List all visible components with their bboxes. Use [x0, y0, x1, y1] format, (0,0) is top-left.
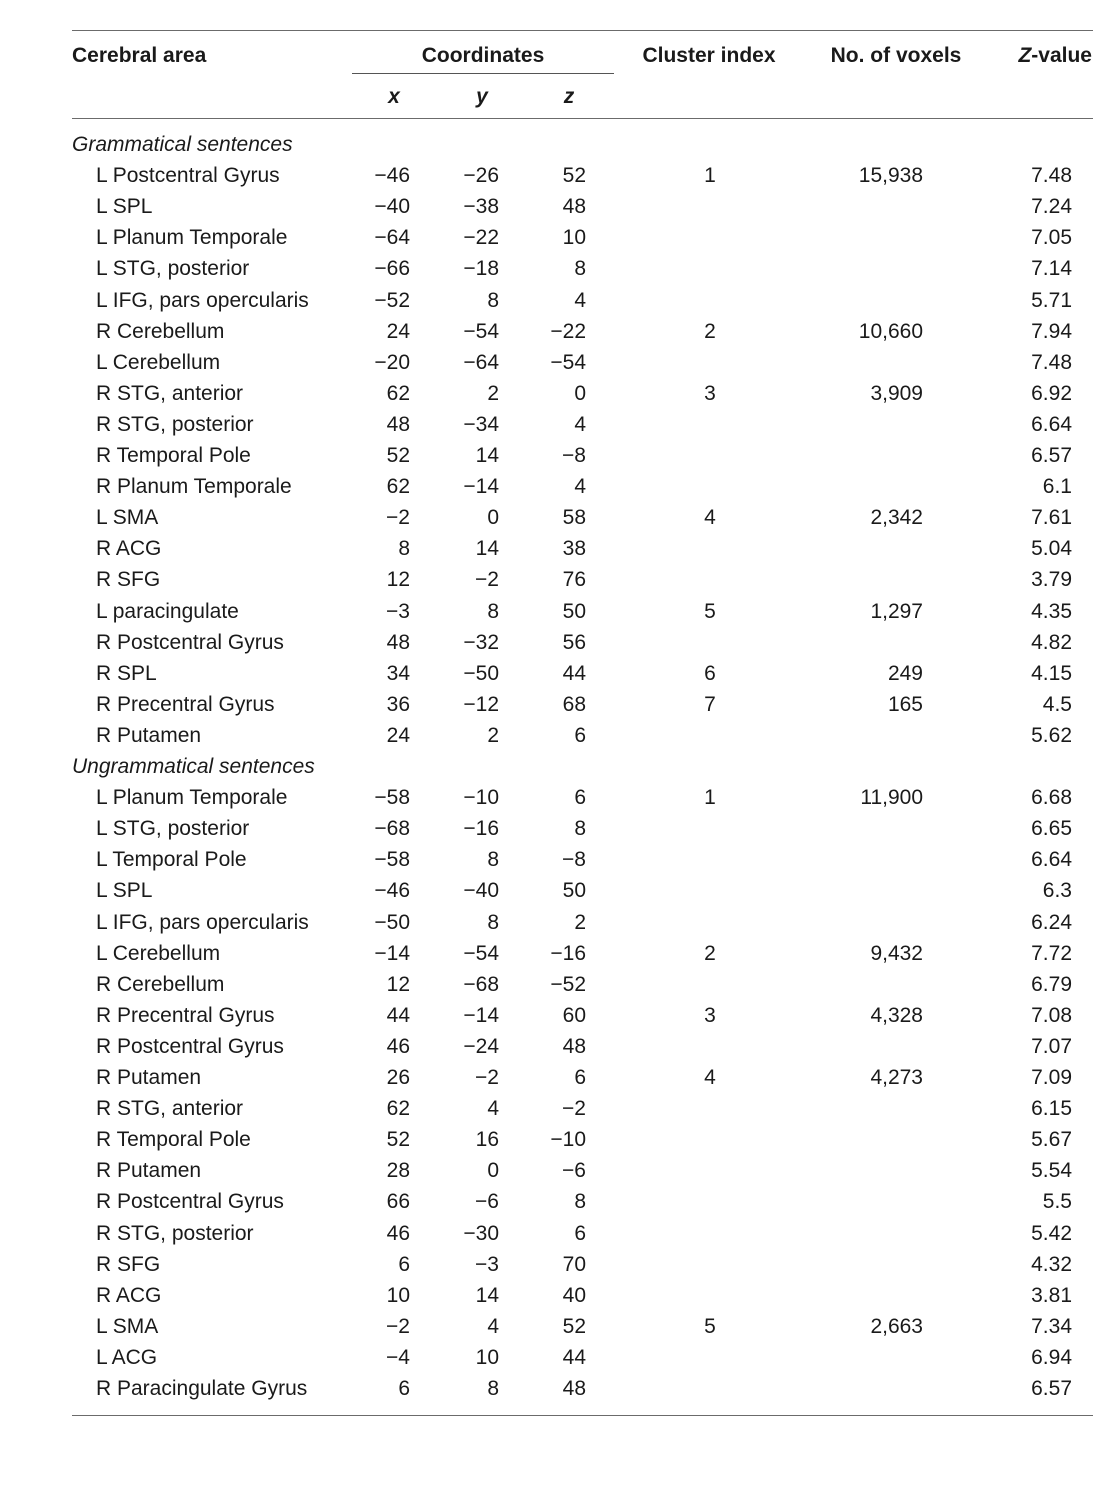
cell-area: L Cerebellum [96, 350, 221, 374]
table-row [0, 1031, 1100, 1062]
cell-area: L STG, posterior [96, 257, 250, 281]
cell-y: 14 [475, 1283, 499, 1307]
cell-x: −2 [386, 506, 410, 530]
cell-area: R STG, anterior [96, 1097, 244, 1121]
cell-x: 48 [386, 412, 410, 436]
cell-y: 8 [487, 848, 499, 872]
cell-voxels: 9,432 [870, 941, 923, 965]
cell-x: −3 [386, 599, 410, 623]
table-row [0, 347, 1100, 378]
cell-x: −20 [374, 350, 410, 374]
cell-area: R Precentral Gyrus [96, 692, 275, 716]
table-row [0, 689, 1100, 720]
cell-y: 8 [487, 910, 499, 934]
cell-area: L Cerebellum [96, 941, 221, 965]
cell-z: 2 [574, 910, 586, 934]
table-row [0, 191, 1100, 222]
cell-x: −14 [374, 941, 410, 965]
cell-area: R SFG [96, 1252, 161, 1276]
section-title-row [0, 751, 1100, 782]
cell-x: −58 [374, 786, 410, 810]
cell-y: −12 [463, 692, 499, 716]
table-row [0, 596, 1100, 627]
cell-cluster-index: 5 [704, 1314, 716, 1338]
table-row [0, 1000, 1100, 1031]
cell-area: L Planum Temporale [96, 786, 288, 810]
cell-area: L SMA [96, 1314, 159, 1338]
cell-z: 8 [574, 817, 586, 841]
cell-voxels: 2,342 [870, 506, 923, 530]
cell-y: 10 [475, 1345, 499, 1369]
cell-z: 44 [562, 661, 586, 685]
cell-area: R Putamen [96, 1066, 202, 1089]
cell-y: 4 [487, 1097, 499, 1121]
cell-y: 8 [487, 1377, 499, 1400]
cell-area: R Cerebellum [96, 319, 225, 343]
cell-voxels: 10,660 [858, 319, 923, 343]
cell-y: −14 [463, 1003, 499, 1027]
cell-area: R Postcentral Gyrus [96, 1034, 284, 1058]
cell-area: L Planum Temporale [96, 226, 288, 250]
cell-x: −66 [374, 257, 410, 281]
cell-y: −38 [463, 195, 499, 219]
cell-z-value: 5.62 [1031, 723, 1072, 747]
cell-z: −52 [550, 972, 586, 996]
cell-z-value: 6.15 [1031, 1097, 1072, 1121]
table-row [0, 378, 1100, 409]
table-row [0, 440, 1100, 471]
cell-area: R Postcentral Gyrus [96, 630, 284, 654]
cell-voxels: 11,900 [860, 786, 923, 810]
table-row [0, 658, 1100, 689]
cell-area: L SPL [96, 879, 153, 903]
table-row [0, 160, 1100, 191]
cell-z-value: 6.64 [1031, 848, 1072, 872]
cell-z-value: 7.72 [1031, 941, 1072, 965]
table-row [0, 875, 1100, 906]
cell-x: 46 [386, 1221, 410, 1245]
cell-y: 0 [487, 506, 499, 530]
table-row [0, 533, 1100, 564]
cell-z: 4 [574, 412, 586, 436]
cell-area: L IFG, pars opercularis [96, 288, 309, 312]
cell-area: L SMA [96, 506, 159, 530]
cell-z-value: 7.94 [1031, 319, 1072, 343]
cell-y: −40 [463, 879, 499, 903]
cell-area: L SPL [96, 195, 153, 219]
cell-cluster-index: 2 [704, 941, 716, 965]
cell-z-value: 5.54 [1031, 1159, 1072, 1183]
header-cluster-index: Cluster index [642, 44, 776, 67]
table-row [0, 627, 1100, 658]
cell-z: 52 [562, 164, 586, 188]
cell-z-value: 6.24 [1031, 910, 1072, 934]
cell-z: 4 [574, 288, 586, 312]
cell-area: R Precentral Gyrus [96, 1003, 275, 1027]
cell-cluster-index: 6 [704, 661, 716, 685]
cell-x: −50 [374, 910, 410, 934]
cell-z: 56 [562, 630, 586, 654]
cell-x: 52 [386, 444, 410, 467]
header-z-suffix: -value [1031, 44, 1092, 67]
table-row [0, 1311, 1100, 1342]
cell-x: 48 [386, 630, 410, 654]
cell-x: 24 [386, 319, 410, 343]
cell-x: 26 [386, 1066, 410, 1089]
cell-z-value: 7.48 [1031, 350, 1072, 374]
cell-area: R Postcentral Gyrus [96, 1190, 284, 1214]
cell-x: 62 [386, 381, 410, 405]
cell-voxels: 3,909 [870, 381, 923, 405]
cell-z-value: 6.1 [1042, 475, 1072, 499]
table-row [0, 1218, 1100, 1249]
cell-y: 8 [487, 288, 499, 312]
table-row [0, 409, 1100, 440]
header-cerebral-area: Cerebral area [72, 44, 207, 67]
cell-x: −46 [374, 879, 410, 903]
cell-y: −68 [463, 972, 499, 996]
header-coordinates: Coordinates [421, 44, 545, 67]
header-y: y [476, 85, 488, 108]
cell-z-value: 7.14 [1031, 257, 1072, 281]
cell-voxels: 1,297 [870, 599, 923, 623]
cell-z-value: 7.48 [1031, 164, 1072, 188]
cell-voxels: 2,663 [870, 1314, 923, 1338]
cell-area: L ACG [96, 1345, 158, 1369]
cell-z: 50 [562, 599, 586, 623]
cell-voxels: 4,273 [870, 1066, 923, 1089]
cell-area: L STG, posterior [96, 817, 250, 841]
cell-z-value: 5.5 [1042, 1190, 1072, 1214]
cell-cluster-index: 3 [704, 1003, 716, 1027]
table-row [0, 564, 1100, 595]
cell-area: L IFG, pars opercularis [96, 910, 309, 934]
cell-x: 24 [386, 723, 410, 747]
cell-z-value: 5.04 [1031, 537, 1072, 561]
cell-x: 34 [386, 661, 410, 685]
table-row [0, 502, 1100, 533]
cell-z: 4 [574, 475, 586, 499]
cell-z: 48 [562, 1377, 586, 1400]
cell-y: 8 [487, 599, 499, 623]
cell-y: −26 [463, 164, 499, 188]
table-row [0, 1280, 1100, 1311]
cell-x: 28 [386, 1159, 410, 1183]
table-row [0, 1342, 1100, 1373]
cell-y: −34 [463, 412, 499, 436]
cell-z-value: 5.67 [1031, 1128, 1072, 1152]
cell-z: −16 [550, 941, 586, 965]
cell-z-value: 6.92 [1031, 381, 1072, 405]
cell-y: 14 [475, 444, 499, 467]
cell-y: 2 [487, 723, 499, 747]
cell-cluster-index: 2 [704, 319, 716, 343]
cell-x: 12 [386, 972, 410, 996]
cell-z: −10 [550, 1128, 586, 1152]
cell-z: −8 [562, 444, 586, 467]
table-row [0, 1373, 1100, 1404]
cell-z: 50 [562, 879, 586, 903]
table-row [0, 1062, 1100, 1093]
cell-y: −16 [463, 817, 499, 841]
cell-z: −2 [562, 1097, 586, 1121]
cell-z-value: 7.07 [1031, 1034, 1072, 1058]
cell-x: −68 [374, 817, 410, 841]
header-x: x [388, 85, 400, 108]
cell-z-value: 3.81 [1031, 1283, 1072, 1307]
cell-cluster-index: 1 [704, 164, 716, 188]
cell-z-value: 4.15 [1031, 661, 1072, 685]
cell-x: 12 [386, 568, 410, 592]
table-row [0, 285, 1100, 316]
cell-area: L paracingulate [96, 599, 239, 623]
cell-area: R SFG [96, 568, 161, 592]
cell-z: 48 [562, 1034, 586, 1058]
cell-y: −10 [463, 786, 499, 810]
cell-y: −54 [463, 941, 499, 965]
cell-z-value: 7.24 [1031, 195, 1072, 219]
cell-x: −46 [374, 164, 410, 188]
table-row [0, 720, 1100, 751]
cell-area: R SPL [96, 661, 157, 685]
cell-z: 58 [562, 506, 586, 530]
cell-z-value: 7.34 [1031, 1314, 1072, 1338]
cell-voxels: 165 [887, 692, 923, 716]
cell-y: 14 [475, 537, 499, 561]
cell-cluster-index: 7 [704, 692, 716, 716]
cell-z-value: 7.61 [1031, 506, 1072, 530]
cell-y: −18 [463, 257, 499, 281]
cell-z-value: 6.65 [1031, 817, 1072, 841]
cell-z-value: 5.42 [1031, 1221, 1072, 1245]
cell-z-value: 4.5 [1042, 692, 1072, 716]
cell-x: 52 [386, 1128, 410, 1152]
section-title: Ungrammatical sentences [72, 755, 315, 778]
cell-z-value: 6.64 [1031, 412, 1072, 436]
table-row [0, 782, 1100, 813]
cell-x: 62 [386, 475, 410, 499]
cell-z: 6 [574, 786, 586, 810]
cell-y: −14 [463, 475, 499, 499]
cell-cluster-index: 1 [704, 786, 716, 810]
cell-z: 6 [574, 1066, 586, 1089]
cell-voxels: 4,328 [870, 1003, 923, 1027]
cell-cluster-index: 4 [704, 1066, 716, 1089]
cell-z: 44 [562, 1345, 586, 1369]
cell-z: −54 [550, 350, 586, 374]
cell-area: R Temporal Pole [96, 444, 251, 467]
cell-z-value: 6.94 [1031, 1345, 1072, 1369]
cell-area: R STG, posterior [96, 1221, 254, 1245]
cell-z: 6 [574, 723, 586, 747]
cell-x: −64 [374, 226, 410, 250]
table-row [0, 253, 1100, 284]
cell-x: 6 [398, 1377, 410, 1400]
cell-z: 70 [562, 1252, 586, 1276]
cell-z-value: 7.05 [1031, 226, 1072, 250]
table-row [0, 844, 1100, 875]
cell-z: 60 [562, 1003, 586, 1027]
table-row [0, 471, 1100, 502]
cell-y: −30 [463, 1221, 499, 1245]
cell-y: −32 [463, 630, 499, 654]
cell-z-value: 6.57 [1031, 444, 1072, 467]
cell-x: 6 [398, 1252, 410, 1276]
cell-area: R STG, anterior [96, 381, 244, 405]
cell-z-value: 4.35 [1031, 599, 1072, 623]
cell-y: 2 [487, 381, 499, 405]
cell-y: −64 [463, 350, 499, 374]
header-z: z [563, 85, 575, 108]
cell-area: R Planum Temporale [96, 475, 292, 499]
cell-area: R Cerebellum [96, 972, 225, 996]
table-row [0, 1249, 1100, 1280]
cell-z: 40 [562, 1283, 586, 1307]
table-row [0, 969, 1100, 1000]
cell-area: R Temporal Pole [96, 1128, 251, 1152]
cell-area: L Temporal Pole [96, 848, 247, 872]
table-row [0, 1155, 1100, 1186]
cell-z: 48 [562, 195, 586, 219]
cell-voxels: 249 [887, 661, 923, 685]
cell-area: R STG, posterior [96, 412, 254, 436]
cell-x: 10 [386, 1283, 410, 1307]
table-row [0, 1124, 1100, 1155]
cell-y: 0 [487, 1159, 499, 1183]
cell-z-value: 5.71 [1031, 288, 1072, 312]
cell-y: −6 [475, 1190, 499, 1214]
cell-x: 62 [386, 1097, 410, 1121]
cell-y: −50 [463, 661, 499, 685]
table-row [0, 907, 1100, 938]
cell-z: 6 [574, 1221, 586, 1245]
cell-x: 44 [386, 1003, 410, 1027]
cell-area: R ACG [96, 537, 162, 561]
cell-z-value: 3.79 [1031, 568, 1072, 592]
table-row [0, 316, 1100, 347]
cell-z: 52 [562, 1314, 586, 1338]
cell-x: 36 [386, 692, 410, 716]
cell-x: 46 [386, 1034, 410, 1058]
cell-z-value: 4.32 [1031, 1252, 1072, 1276]
section-title: Grammatical sentences [72, 133, 293, 156]
header-z-letter: Z [1018, 44, 1032, 67]
cell-z: 8 [574, 257, 586, 281]
cell-z: 0 [574, 381, 586, 405]
cell-y: −2 [475, 1066, 499, 1089]
cell-voxels: 15,938 [858, 164, 923, 188]
cell-x: −40 [374, 195, 410, 219]
cell-z-value: 6.68 [1031, 786, 1072, 810]
cell-z-value: 6.3 [1042, 879, 1072, 903]
table-row [0, 1186, 1100, 1217]
cell-z: 76 [562, 568, 586, 592]
cell-x: −4 [386, 1345, 410, 1369]
cell-x: −58 [374, 848, 410, 872]
cell-z: 10 [562, 226, 586, 250]
header-no-of-voxels: No. of voxels [830, 44, 962, 67]
cell-y: 16 [475, 1128, 499, 1152]
cell-area: R Putamen [96, 1159, 202, 1183]
cell-x: 66 [386, 1190, 410, 1214]
table-row [0, 813, 1100, 844]
table-row [0, 938, 1100, 969]
cell-x: 8 [398, 537, 410, 561]
cell-area: R Putamen [96, 723, 202, 747]
cell-z: −22 [550, 319, 586, 343]
cell-z-value: 6.57 [1031, 1377, 1072, 1400]
table-bottom-rule [72, 1415, 1093, 1416]
cell-z-value: 7.09 [1031, 1066, 1072, 1089]
cell-y: −3 [475, 1252, 499, 1276]
table-row [0, 1093, 1100, 1124]
cell-z-value: 6.79 [1031, 972, 1072, 996]
cell-y: −2 [475, 568, 499, 592]
cell-z: 8 [574, 1190, 586, 1214]
cell-area: R ACG [96, 1283, 162, 1307]
cell-y: −24 [463, 1034, 499, 1058]
cell-y: −22 [463, 226, 499, 250]
cell-cluster-index: 3 [704, 381, 716, 405]
cell-cluster-index: 5 [704, 599, 716, 623]
section-title-row [0, 129, 1100, 160]
cell-x: −52 [374, 288, 410, 312]
cell-y: −54 [463, 319, 499, 343]
cell-z: 38 [562, 537, 586, 561]
cell-area: R Paracingulate Gyrus [96, 1377, 308, 1400]
cell-z-value: 7.08 [1031, 1003, 1072, 1027]
table-row [0, 222, 1100, 253]
cell-y: 4 [487, 1314, 499, 1338]
cell-z-value: 4.82 [1031, 630, 1072, 654]
cell-z: −6 [562, 1159, 586, 1183]
cell-area: L Postcentral Gyrus [96, 164, 280, 188]
cell-z: −8 [562, 848, 586, 872]
cell-z: 68 [562, 692, 586, 716]
cell-cluster-index: 4 [704, 506, 716, 530]
cell-x: −2 [386, 1314, 410, 1338]
